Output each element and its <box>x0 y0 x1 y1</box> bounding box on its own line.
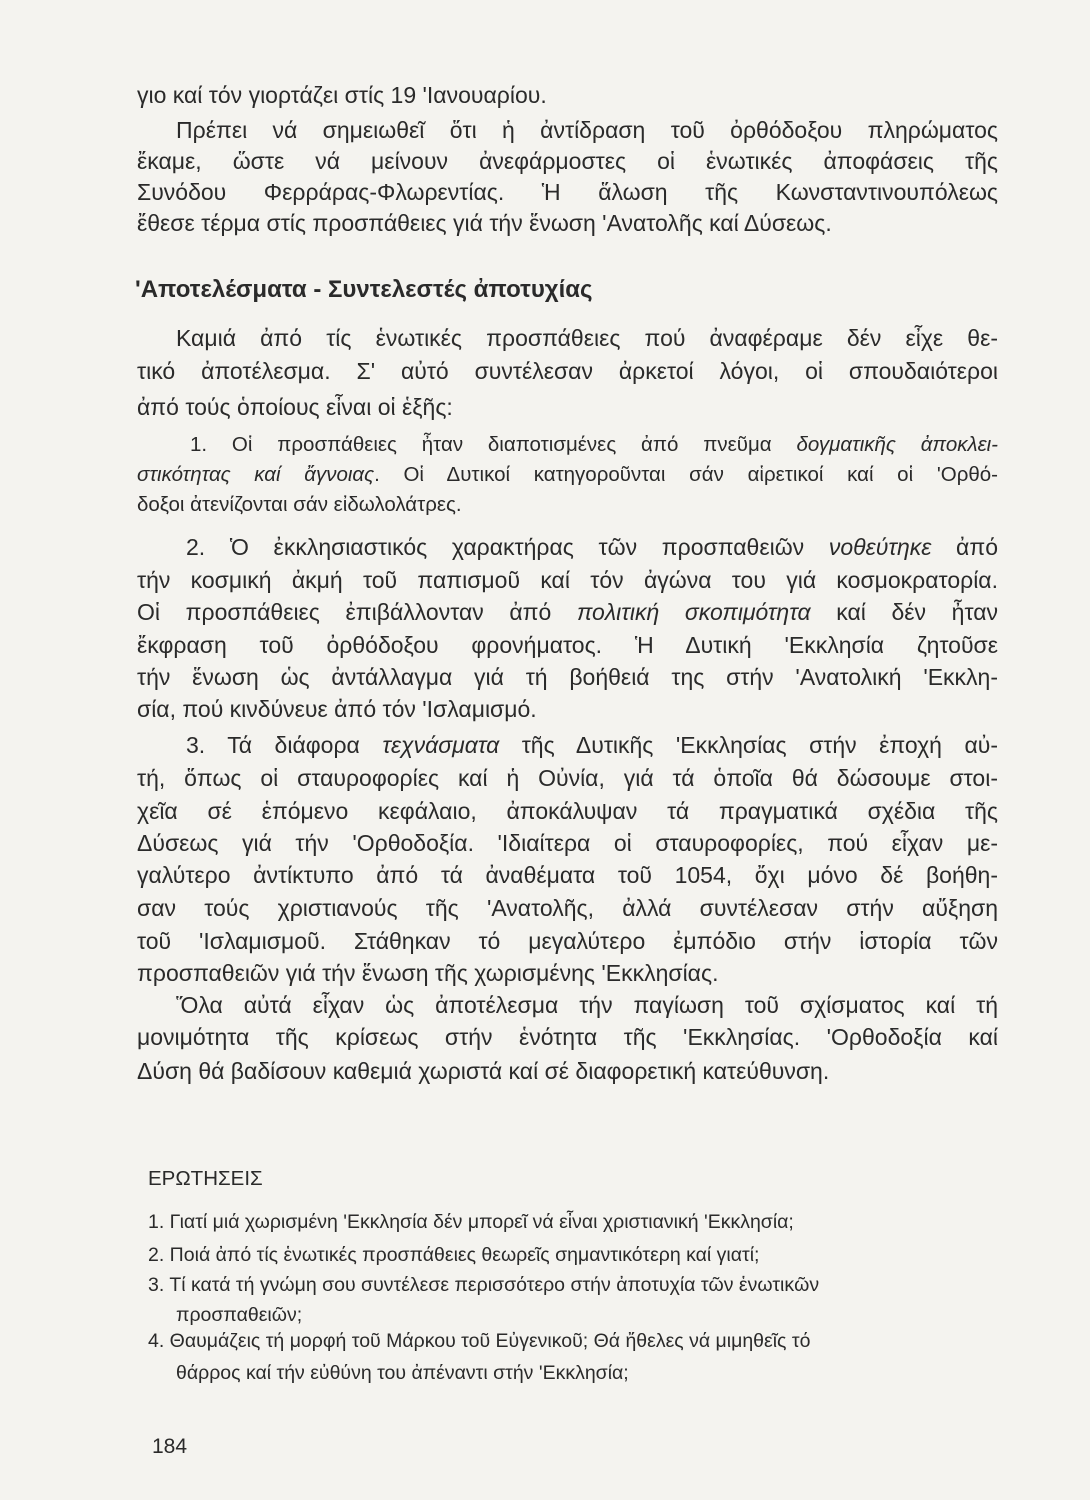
text-line: τήν κοσμική ἀκμή τοῦ παπισμοῦ καί τόν ἀγώνα του γιά κοσμοκρατορία. <box>137 567 998 593</box>
text-line: τικό ἀποτέλεσμα. Σ' αὐτό συντέλεσαν ἀρκετοί λόγοι, οἱ σπουδαιότεροι <box>137 358 998 384</box>
text-line: Συνόδου Φερράρας-Φλωρεντίας. Ἡ ἅλωση τῆς Κωνσταντινουπόλεως <box>137 179 998 205</box>
text-line: Πρέπει νά σημειωθεῖ ὅτι ἡ ἀντίδραση τοῦ ὀρθόδοξου πληρώματος <box>176 117 998 143</box>
question-item: 1. Γιατί μιά χωρισμένη 'Εκκλησία δέν μπορεῖ νά εἶναι χριστιανική 'Εκκλησία; <box>148 1211 794 1233</box>
question-item: 2. Ποιά ἀπό τίς ἑνωτικές προσπάθειες θεωρεῖς σημαντικότερη καί γιατί; <box>148 1244 760 1266</box>
text-line: στικότητας καί ἄγνοιας. Οἱ Δυτικοί κατηγοροῦνται σάν αἱρετικοί καί οἱ 'Ορθό- <box>137 463 998 486</box>
page-number: 184 <box>152 1435 188 1458</box>
text-line: τήν ἕνωση ὡς ἀντάλλαγμα γιά τή βοήθειά της στήν 'Ανατολική 'Εκκλη- <box>137 664 998 690</box>
text-line: Ὅλα αὐτά εἶχαν ὡς ἀποτέλεσμα τήν παγίωση τοῦ σχίσματος καί τή <box>176 992 998 1018</box>
text-line: Καμιά ἀπό τίς ἑνωτικές προσπάθειες πού ἀναφέραμε δέν εἶχε θε- <box>176 325 998 351</box>
question-item: 4. Θαυμάζεις τή μορφή τοῦ Μάρκου τοῦ Εὐγενικοῦ; Θά ἤθελες νά μιμηθεῖς τό <box>148 1330 811 1352</box>
text-line: τοῦ 'Ισλαμισμοῦ. Στάθηκαν τό μεγαλύτερο ἐμπόδιο στήν ἱστορία τῶν <box>137 928 998 954</box>
text-line: ἀπό τούς ὁποίους εἶναι οἱ ἑξῆς: <box>137 394 453 420</box>
text-line: 3. Τά διάφορα τεχνάσματα τῆς Δυτικῆς 'Εκκλησίας στήν ἐποχή αὐ- <box>186 732 998 758</box>
question-item: 3. Τί κατά τή γνώμη σου συντέλεσε περισσότερο στήν ἀποτυχία τῶν ἑνωτικῶν <box>148 1274 820 1296</box>
text-line: γαλύτερο ἀντίκτυπο ἀπό τά ἀναθέματα τοῦ 1054, ὄχι μόνο δέ βοήθη- <box>137 862 998 888</box>
text-line: τή, ὅπως οἱ σταυροφορίες καί ἡ Οὐνία, γιά τά ὁποῖα θά δώσουμε στοι- <box>137 765 998 791</box>
text-line: δοξοι ἀτενίζονται σάν εἰδωλολάτρες. <box>137 493 462 516</box>
text-line: σαν τούς χριστιανούς τῆς 'Ανατολῆς, ἀλλά συντέλεσαν στήν αὔξηση <box>137 895 998 921</box>
text-line: χεῖα σέ ἑπόμενο κεφάλαιο, ἀποκάλυψαν τά πραγματικά σχέδια τῆς <box>137 798 998 824</box>
text-line: προσπαθειῶν γιά τήν ἕνωση τῆς χωρισμένης 'Εκκλησίας. <box>137 960 719 986</box>
questions-title: ΕΡΩΤΗΣΕΙΣ <box>148 1167 263 1190</box>
text-line: μονιμότητα τῆς κρίσεως στήν ἑνότητα τῆς 'Εκκλησίας. 'Ορθοδοξία καί <box>137 1024 998 1050</box>
text-line: ἔκφραση τοῦ ὀρθόδοξου φρονήματος. Ἡ Δυτική 'Εκκλησία ζητοῦσε <box>137 632 998 658</box>
question-item-continuation: θάρρος καί τήν εὐθύνη του ἀπέναντι στήν 'Εκκλησία; <box>176 1362 629 1384</box>
section-heading: 'Αποτελέσματα - Συντελεστές ἀποτυχίας <box>135 276 593 303</box>
text-line: Δύσεως γιά τήν 'Ορθοδοξία. 'Ιδιαίτερα οἱ σταυροφορίες, πού εἶχαν με- <box>137 830 998 856</box>
question-item-continuation: προσπαθειῶν; <box>176 1304 303 1326</box>
text-line: Οἱ προσπάθειες ἐπιβάλλονταν ἀπό πολιτική σκοπιμότητα καί δέν ἦταν <box>137 599 998 625</box>
text-line: 2. Ὁ ἐκκλησιαστικός χαρακτήρας τῶν προσπαθειῶν νοθεύτηκε ἀπό <box>186 534 998 560</box>
text-line: γιο καί τόν γιορτάζει στίς 19 'Ιανουαρίου. <box>137 82 547 108</box>
text-line: ἔκαμε, ὥστε νά μείνουν ἀνεφάρμοστες οἱ ἑνωτικές ἀποφάσεις τῆς <box>137 148 998 174</box>
text-line: ἔθεσε τέρμα στίς προσπάθειες γιά τήν ἕνωση 'Ανατολῆς καί Δύσεως. <box>137 210 832 236</box>
text-line: 1. Οἱ προσπάθειες ἦταν διαποτισμένες ἀπό πνεῦμα δογματικῆς ἀποκλει- <box>190 433 998 456</box>
text-line: Δύση θά βαδίσουν καθεμιά χωριστά καί σέ διαφορετική κατεύθυνση. <box>137 1058 830 1084</box>
text-line: σία, πού κινδύνευε ἀπό τόν 'Ισλαμισμό. <box>137 696 537 722</box>
